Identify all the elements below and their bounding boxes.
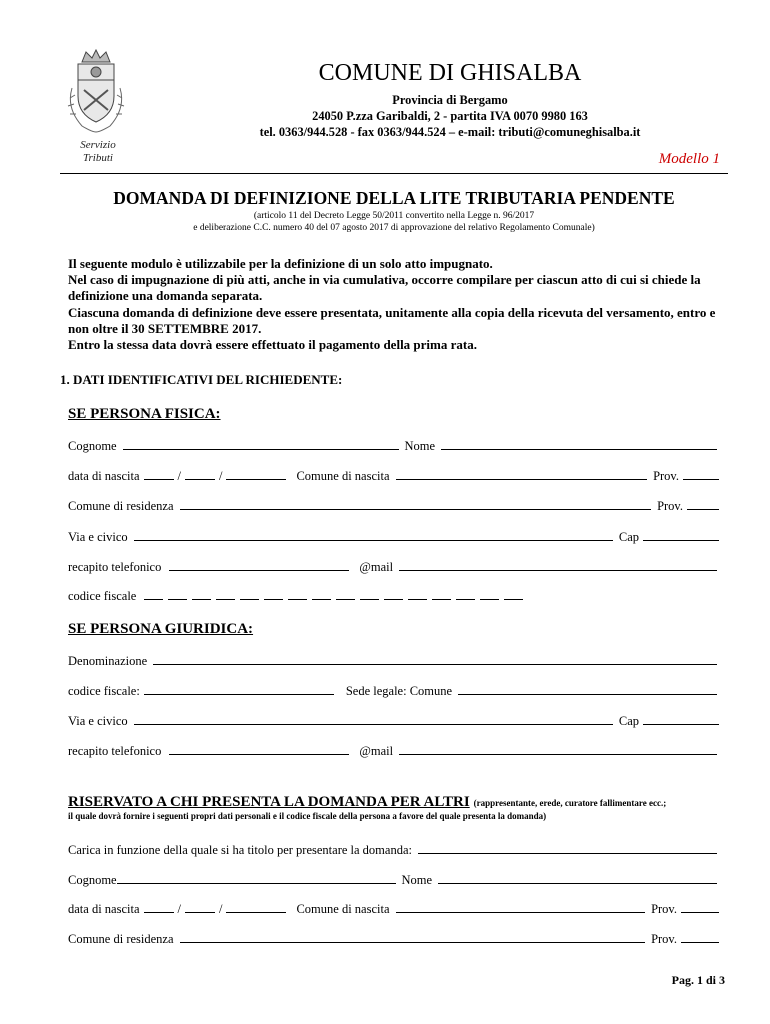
contacts: tel. 0363/944.528 - fax 0363/944.524 – e-mail: tributi@comuneghisalba.it (259, 125, 641, 139)
pg-row-recapito (68, 743, 723, 759)
pf-birth-year-field[interactable] (226, 468, 286, 480)
pf-row-via (68, 529, 723, 545)
rs-comune-nascita-label: Comune di nascita (296, 902, 390, 916)
pf-cap-field[interactable] (643, 529, 719, 541)
pf-nome-label: Nome (404, 439, 436, 453)
pf-mail-field[interactable] (399, 559, 717, 571)
riservato-note-line1: (rappresentante, erede, curatore fallimentare ecc.; (473, 798, 667, 808)
pg-sede-label: Sede legale: Comune (345, 684, 453, 698)
pg-row-via (68, 713, 723, 729)
rs-birth-year-field[interactable] (226, 901, 286, 913)
pf-cf-char-field[interactable] (192, 588, 211, 600)
pf-via-field[interactable] (134, 529, 613, 541)
rs-prov-field[interactable] (681, 901, 719, 913)
municipal-crest-logo (62, 48, 130, 138)
pf-comune-nascita-label: Comune di nascita (296, 469, 390, 483)
intro-p4: Entro la stessa data dovrà essere effettuato il pagamento della prima rata. (68, 337, 477, 353)
municipality-name: COMUNE DI GHISALBA (318, 60, 582, 86)
intro-p3: Ciascuna domanda di definizione deve essere presentata, unitamente alla copia della ricevuta del versamento, entro e non oltre il 30 SETTEMBRE 2017. (68, 304, 716, 336)
pf-cf-char-field[interactable] (264, 588, 283, 600)
pg-cap-field[interactable] (643, 713, 719, 725)
riservato-heading-line (68, 793, 733, 811)
rs-birth-day-field[interactable] (144, 901, 174, 913)
page-number: Pag. 1 di 3 (671, 973, 725, 987)
pf-prov-field[interactable] (683, 468, 719, 480)
pf-cf-char-field[interactable] (456, 588, 475, 600)
subtitle-line2: e deliberazione C.C. numero 40 del 07 agosto 2017 di approvazione del relativo Regolamento Comunale) (193, 223, 595, 233)
pf-cf-char-field[interactable] (408, 588, 427, 600)
pf-cf-char-field[interactable] (480, 588, 499, 600)
pg-cf-label: codice fiscale: (68, 684, 140, 698)
pf-cf-char-field[interactable] (312, 588, 331, 600)
pf-cf-char-field[interactable] (288, 588, 307, 600)
rs-row-cognome (68, 872, 723, 888)
pf-cognome-field[interactable] (123, 438, 399, 450)
pf-cf-char-field[interactable] (216, 588, 235, 600)
pg-mail-label: @mail (359, 744, 394, 758)
pf-mail-label: @mail (359, 560, 394, 574)
pg-row-denominazione (68, 653, 723, 669)
document-title: DOMANDA DI DEFINIZIONE DELLA LITE TRIBUTARIA PENDENTE (113, 188, 675, 208)
pf-cf-char-field[interactable] (168, 588, 187, 600)
pf-prov-label: Prov. (653, 469, 679, 483)
riservato-heading: RISERVATO A CHI PRESENTA LA DOMANDA PER ALTRI (68, 794, 470, 810)
rs-cognome-field[interactable] (117, 872, 396, 884)
pf-cap-label: Cap (618, 530, 639, 544)
subtitle-line1: (articolo 11 del Decreto Legge 50/2011 convertito nella Legge n. 96/2017 (253, 211, 535, 221)
persona-giuridica-heading: SE PERSONA GIURIDICA: (68, 621, 254, 637)
pf-cognome-label: Cognome (68, 439, 117, 453)
pf-birth-day-field[interactable] (144, 468, 174, 480)
service-label-line2: Tributi (83, 152, 113, 164)
pg-sede-field[interactable] (458, 683, 717, 695)
pf-row-recapito (68, 559, 723, 575)
rs-nome-label: Nome (401, 873, 433, 887)
pf-recapito-label: recapito telefonico (68, 560, 162, 574)
pf-cf-label: codice fiscale (68, 589, 137, 603)
rs-residenza-label: Comune di residenza (68, 932, 174, 946)
rs-row-residenza (68, 931, 723, 947)
pf-data-nascita-label: data di nascita (68, 469, 140, 483)
pf-birth-month-field[interactable] (185, 468, 215, 480)
pg-mail-field[interactable] (399, 743, 717, 755)
rs-cognome-label: Cognome (68, 873, 117, 887)
pf-cf-char-field[interactable] (432, 588, 451, 600)
service-label-line1: Servizio (80, 139, 116, 151)
pf-comune-nascita-field[interactable] (396, 468, 648, 480)
address: 24050 P.zza Garibaldi, 2 - partita IVA 0070 9980 163 (312, 109, 588, 123)
pf-recapito-field[interactable] (169, 559, 349, 571)
pg-denominazione-label: Denominazione (68, 654, 148, 668)
rs-carica-field[interactable] (418, 842, 717, 854)
pg-cf-field[interactable] (144, 683, 334, 695)
pg-via-field[interactable] (134, 713, 613, 725)
pf-residenza-prov-field[interactable] (687, 498, 719, 510)
pg-via-label: Via e civico (68, 714, 128, 728)
model-label: Modello 1 (658, 151, 720, 167)
rs-residenza-field[interactable] (180, 931, 646, 943)
pf-cf-char-field[interactable] (336, 588, 355, 600)
riservato-note-line2: il quale dovrà fornire i seguenti propri dati personali e il codice fiscale della persona a favore del quale presenta la domanda) (68, 811, 547, 821)
persona-fisica-heading: SE PERSONA FISICA: (68, 406, 221, 422)
header-divider (60, 173, 728, 174)
pg-recapito-field[interactable] (169, 743, 349, 755)
pf-nome-field[interactable] (441, 438, 717, 450)
pf-cf-char-field[interactable] (504, 588, 523, 600)
rs-prov-label: Prov. (651, 902, 677, 916)
pf-cf-char-field[interactable] (384, 588, 403, 600)
rs-carica-label: Carica in funzione della quale si ha titolo per presentare la domanda: (68, 843, 412, 857)
pg-cap-label: Cap (618, 714, 639, 728)
pf-via-label: Via e civico (68, 530, 128, 544)
pf-residenza-prov-label: Prov. (657, 499, 683, 513)
intro-p2: Nel caso di impugnazione di più atti, anche in via cumulativa, occorre compilare per ciascun atto di cui si chiede la definizione una domanda separata. (68, 272, 701, 304)
service-label (62, 139, 134, 165)
rs-birth-month-field[interactable] (185, 901, 215, 913)
pf-cf-char-field[interactable] (360, 588, 379, 600)
pf-residenza-label: Comune di residenza (68, 499, 174, 513)
pf-row-residenza (68, 498, 723, 514)
rs-residenza-prov-field[interactable] (681, 931, 719, 943)
pg-recapito-label: recapito telefonico (68, 744, 162, 758)
province: Provincia di Bergamo (392, 93, 508, 107)
intro-text (68, 256, 730, 353)
pf-row-codice-fiscale (68, 588, 723, 604)
rs-nome-field[interactable] (438, 872, 717, 884)
section-1-heading: 1. DATI IDENTIFICATIVI DEL RICHIEDENTE: (60, 372, 343, 387)
pf-cf-char-field[interactable] (240, 588, 259, 600)
pf-row-cognome (68, 438, 723, 454)
pg-row-cf-sede (68, 683, 723, 699)
rs-row-nascita: data di nascita / / Comune di nascita Prov. (68, 901, 723, 917)
pf-row-nascita: data di nascita / / Comune di nascita Prov. (68, 468, 723, 484)
pf-cf-char-field[interactable] (144, 588, 163, 600)
rs-row-carica (68, 842, 723, 858)
pg-denominazione-field[interactable] (153, 653, 717, 665)
rs-residenza-prov-label: Prov. (651, 932, 677, 946)
intro-p1: Il seguente modulo è utilizzabile per la definizione di un solo atto impugnato. (68, 256, 493, 271)
rs-data-nascita-label: data di nascita (68, 902, 140, 916)
rs-comune-nascita-field[interactable] (396, 901, 646, 913)
pf-residenza-field[interactable] (180, 498, 652, 510)
